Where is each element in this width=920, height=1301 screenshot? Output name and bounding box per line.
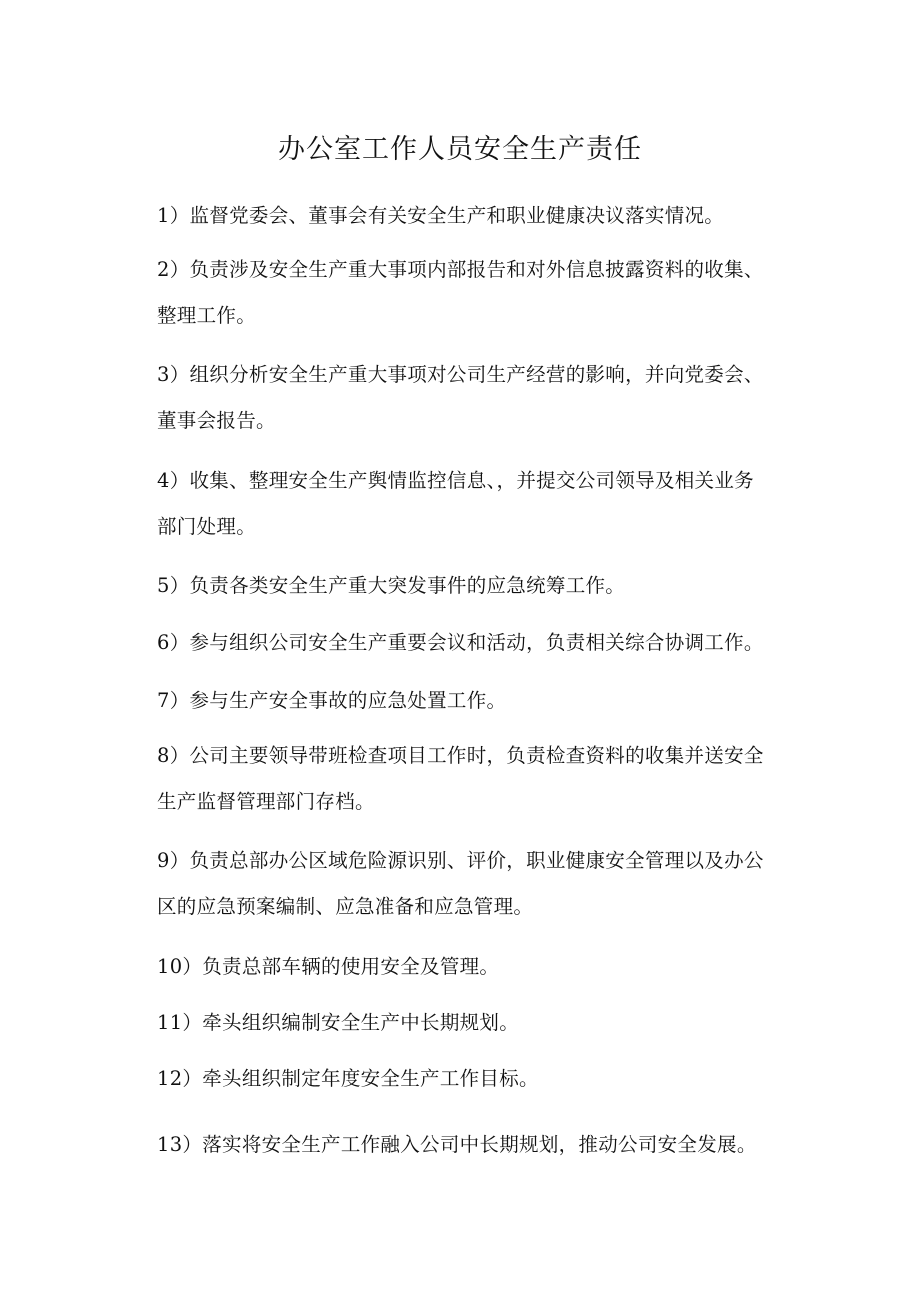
responsibility-item-8 — [157, 733, 832, 825]
item-text-line: 9）负责总部办公区域危险源识别、评价，职业健康安全管理以及办公 — [157, 849, 764, 872]
responsibility-item-5 — [157, 563, 832, 609]
item-text-line: 区的应急预案编制、应急准备和应急管理。 — [157, 895, 534, 918]
item-text-line: 11）牵头组织编制安全生产中长期规划。 — [157, 1011, 520, 1034]
responsibility-item-11 — [157, 1000, 832, 1046]
responsibility-item-4 — [157, 458, 832, 550]
item-text-line: 整理工作。 — [157, 304, 257, 327]
item-text-line: 生产监督管理部门存档。 — [157, 790, 375, 813]
responsibility-item-1 — [157, 193, 832, 239]
item-text-line: 2）负责涉及安全生产重大事项内部报告和对外信息披露资料的收集、 — [157, 258, 764, 281]
item-text-line: 10）负责总部车辆的使用安全及管理。 — [157, 955, 500, 978]
responsibility-item-6 — [157, 620, 832, 666]
item-text-line: 7）参与生产安全事故的应急处置工作。 — [157, 689, 507, 712]
item-text-line: 8）公司主要领导带班检查项目工作时，负责检查资料的收集并送安全 — [157, 744, 764, 767]
responsibility-item-7 — [157, 678, 832, 724]
item-text-line: 6）参与组织公司安全生产重要会议和活动，负责相关综合协调工作。 — [157, 631, 764, 654]
item-text-line: 1）监督党委会、董事会有关安全生产和职业健康决议落实情况。 — [157, 204, 725, 227]
responsibility-item-2 — [157, 247, 832, 339]
item-text-line: 12）牵头组织制定年度安全生产工作目标。 — [157, 1067, 539, 1090]
item-text-line: 4）收集、整理安全生产舆情监控信息、，并提交公司领导及相关业务 — [157, 469, 754, 492]
item-text-line: 3）组织分析安全生产重大事项对公司生产经营的影响，并向党委会、 — [157, 363, 764, 386]
item-text-line: 董事会报告。 — [157, 409, 276, 432]
item-text-line: 5）负责各类安全生产重大突发事件的应急统筹工作。 — [157, 574, 626, 597]
responsibility-item-13 — [157, 1122, 832, 1168]
responsibility-item-10 — [157, 944, 832, 990]
responsibility-item-12 — [157, 1056, 832, 1102]
item-text-line: 13）落实将安全生产工作融入公司中长期规划，推动公司安全发展。 — [157, 1133, 757, 1156]
item-text-line: 部门处理。 — [157, 515, 257, 538]
document-title: 办公室工作人员安全生产责任 — [278, 134, 642, 165]
responsibility-item-3 — [157, 352, 832, 444]
responsibility-item-9 — [157, 838, 832, 930]
